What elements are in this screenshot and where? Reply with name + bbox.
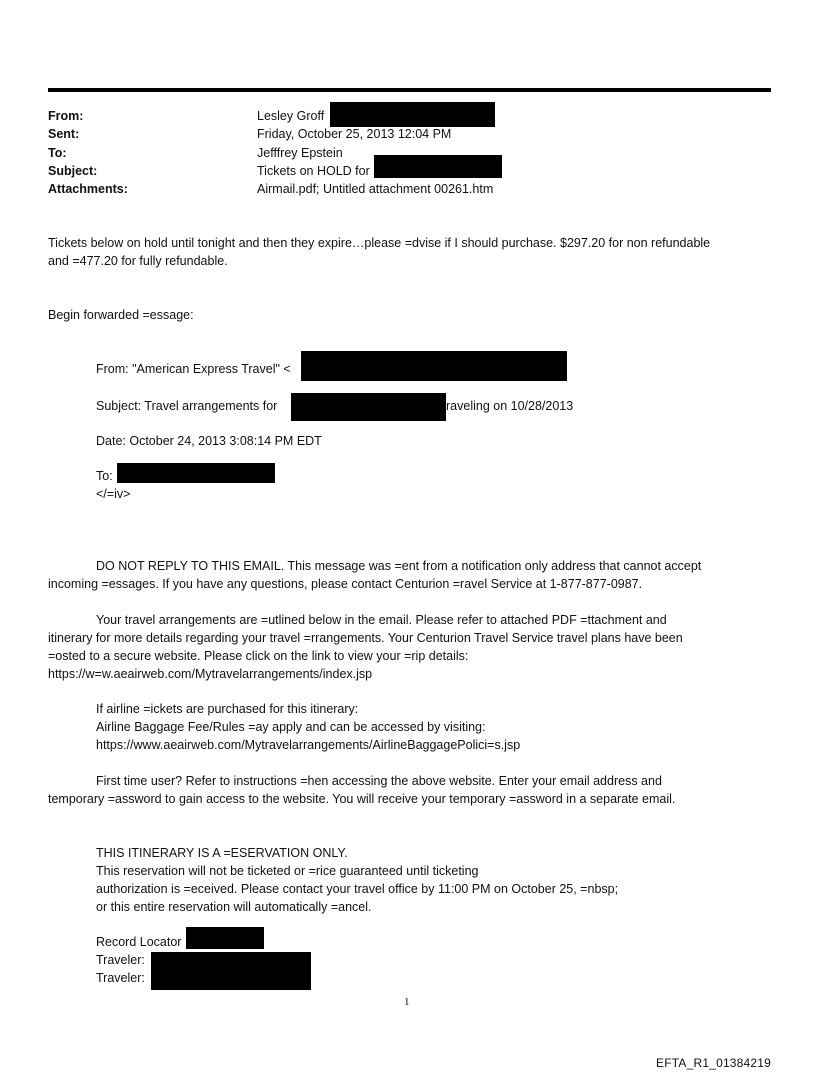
p5-line-1: THIS ITINERARY IS A =ESERVATION ONLY.	[96, 846, 348, 860]
forwarded-label: Begin forwarded =essage:	[48, 308, 194, 322]
to-label: To:	[48, 146, 67, 160]
itinerary-url: https://w=w.aeairweb.com/Mytravelarrangements/index.jsp	[48, 667, 373, 681]
intro-line-2: and =477.20 for fully refundable.	[48, 254, 228, 268]
intro-line-1: Tickets below on hold until tonight and then they expire…please =dvise if I should purchase. $297.20 for non refundable	[48, 236, 711, 250]
record-locator-label: Record Locator	[96, 935, 182, 949]
to-value: Jefffrey Epstein	[257, 146, 343, 160]
p5-line-3: authorization is =eceived. Please contact your travel office by 11:00 PM on October 25, =nbsp;	[96, 882, 619, 896]
sent-value: Friday, October 25, 2013 12:04 PM	[257, 127, 452, 141]
redaction-box	[186, 927, 264, 949]
attachments-value: Airmail.pdf; Untitled attachment 00261.htm	[257, 182, 494, 196]
fwd-subject-end: raveling on 10/28/2013	[446, 399, 574, 413]
traveler-label-1: Traveler:	[96, 953, 145, 967]
fwd-div-close: </=iv>	[96, 487, 131, 501]
p1-line-2: incoming =essages. If you have any questions, please contact Centurion =ravel Service at 1-877-877-0987.	[48, 577, 643, 591]
redaction-box	[117, 463, 275, 483]
redaction-box	[301, 351, 567, 381]
redaction-box	[330, 102, 495, 127]
page-number: 1	[404, 996, 410, 1008]
p5-line-2: This reservation will not be ticketed or =rice guaranteed until ticketing	[96, 864, 479, 878]
p2-line-2: itinerary for more details regarding your travel =rrangements. Your Centurion Travel Service travel plans have been	[48, 631, 683, 645]
fwd-subject-start: Subject: Travel arrangements for	[96, 399, 278, 413]
attachments-label: Attachments:	[48, 182, 128, 196]
fwd-to: To:	[96, 469, 113, 483]
traveler-label-2: Traveler:	[96, 971, 145, 985]
from-value: Lesley Groff	[257, 109, 325, 123]
p2-line-1: Your travel arrangements are =utlined below in the email. Please refer to attached PDF =ttachment and	[96, 613, 667, 627]
redaction-box	[151, 952, 311, 990]
p4-line-1: First time user? Refer to instructions =hen accessing the above website. Enter your email address and	[96, 774, 662, 788]
p5-line-4: or this entire reservation will automatically =ancel.	[96, 900, 372, 914]
subject-label: Subject:	[48, 164, 98, 178]
p4-line-2: temporary =assword to gain access to the website. You will receive your temporary =assword in a separate email.	[48, 792, 676, 806]
redaction-box	[291, 393, 446, 421]
p1-line-1: DO NOT REPLY TO THIS EMAIL. This message was =ent from a notification only address that cannot accept	[96, 559, 702, 573]
header-rule	[48, 88, 771, 92]
p2-line-3: =osted to a secure website. Please click on the link to view your =rip details:	[48, 649, 469, 663]
p3-line-2: Airline Baggage Fee/Rules =ay apply and can be accessed by visiting:	[96, 720, 486, 734]
fwd-from: From: "American Express Travel" <	[96, 362, 291, 376]
sent-label: Sent:	[48, 127, 80, 141]
fwd-date: Date: October 24, 2013 3:08:14 PM EDT	[96, 434, 322, 448]
p3-line-1: If airline =ickets are purchased for this itinerary:	[96, 702, 359, 716]
document-id: EFTA_R1_01384219	[656, 1056, 772, 1070]
subject-value: Tickets on HOLD for	[257, 164, 370, 178]
redaction-box	[374, 155, 502, 178]
from-label: From:	[48, 109, 84, 123]
baggage-url: https://www.aeairweb.com/Mytravelarrangements/AirlineBaggagePolici=s.jsp	[96, 738, 521, 752]
